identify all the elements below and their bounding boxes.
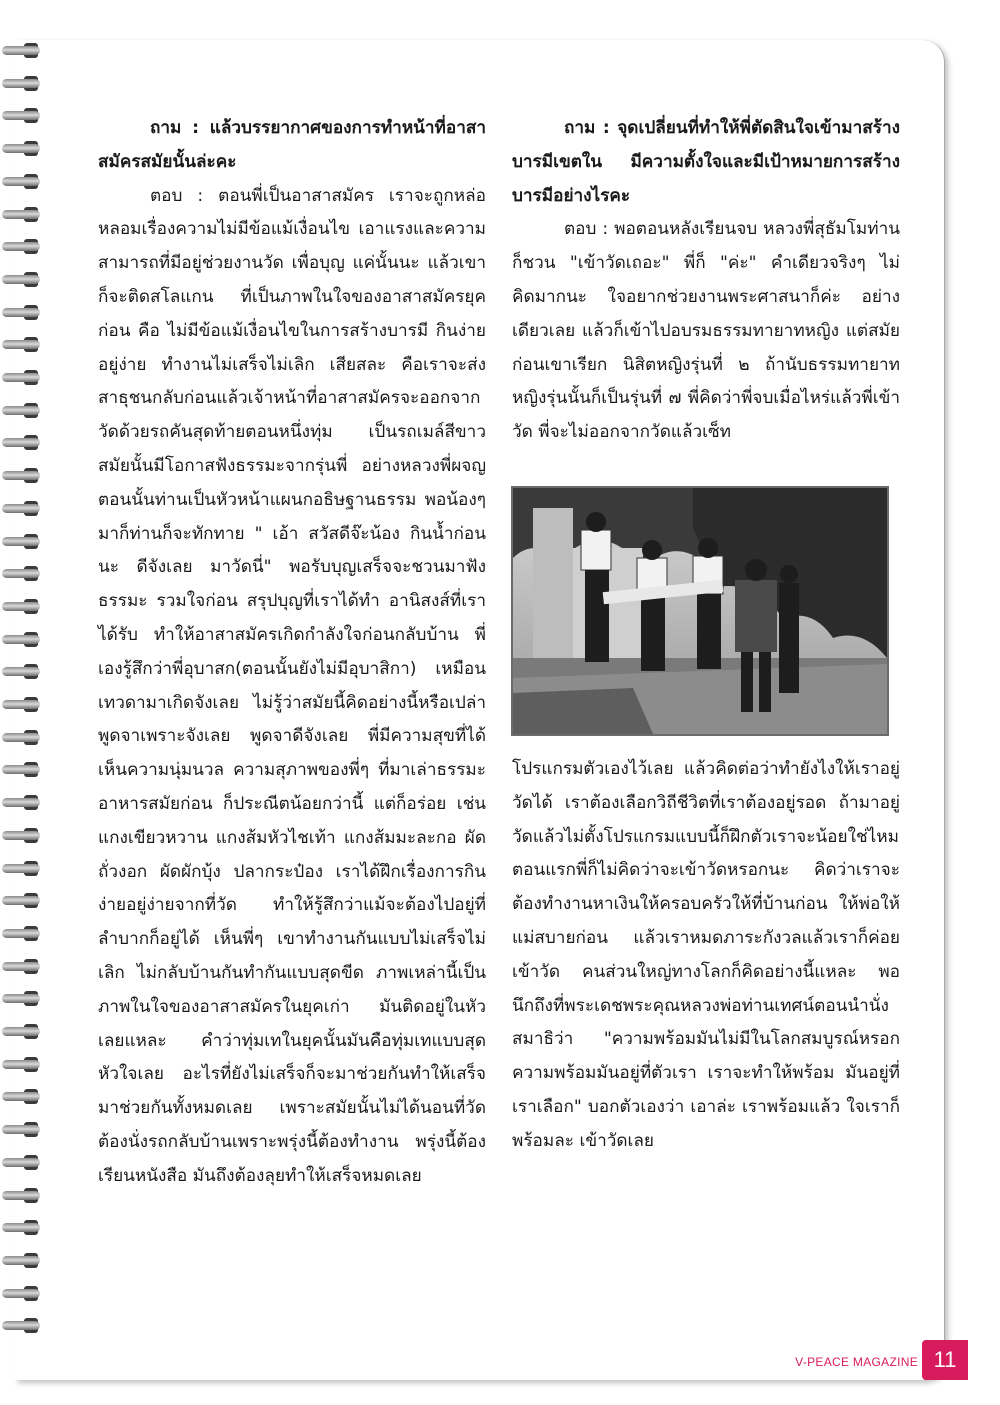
binding-ring <box>2 105 42 127</box>
binding-ring <box>2 432 42 454</box>
right-column-continued <box>512 753 900 1159</box>
binding-ring <box>2 400 42 422</box>
group-photo-image <box>513 488 887 734</box>
binding-ring <box>2 694 42 716</box>
page-number: 11 <box>922 1340 968 1380</box>
binding-ring <box>2 759 42 781</box>
binding-ring <box>2 531 42 553</box>
binding-ring <box>2 858 42 880</box>
binding-ring <box>2 1185 42 1207</box>
binding-ring <box>2 825 42 847</box>
binding-ring <box>2 956 42 978</box>
binding-ring <box>2 73 42 95</box>
right-answer-bottom: โปรแกรมตัวเองไว้เลย แล้วคิดต่อว่าทำยังไงให้เราอยู่วัดได้ เราต้องเลือกวิถีชีวิตที่เราต้องอยู่รอด ถ้ามาอยู่วัดแล้วไม่ตั้งโปรแกรมแบบนี้ก็ฝึกตัวเราจะน้อยใช่ไหม ตอนแรกพี่ก็ไม่คิดว่าจะเข้าวัดหรอกนะ คิดว่าเราจะต้องทำงานหาเงินให้ครอบครัวให้ที่บ้านก่อน ให้พ่อให้แม่สบายก่อน แล้วเราหมดภาระกังวลแล้วเราก็ค่อยเข้าวัด คนส่วนใหญ่ทางโลกก็คิดอย่างนี้แหละ พอนึกถึงที่พระเดชพระคุณหลวงพ่อท่านเทศน์ตอนนำนั่งสมาธิว่า "ความพร้อมมันไม่มีในโลกสมบูรณ์หรอก ความพร้อมมันอยู่ที่ตัวเรา เราจะทำให้พร้อม มันอยู่ที่เราเลือก" บอกตัวเองว่า เอาล่ะ เราพร้อมแล้ว ใจเราก็พร้อมละ เข้าวัดเลย <box>512 759 900 1151</box>
binding-ring <box>2 1283 42 1305</box>
binding-ring <box>2 269 42 291</box>
spiral-binding <box>0 40 48 1360</box>
binding-ring <box>2 1119 42 1141</box>
binding-ring <box>2 204 42 226</box>
group-photo <box>511 486 889 736</box>
binding-ring <box>2 792 42 814</box>
binding-ring <box>2 138 42 160</box>
binding-ring <box>2 661 42 683</box>
binding-ring <box>2 988 42 1010</box>
binding-ring <box>2 498 42 520</box>
binding-ring <box>2 236 42 258</box>
binding-ring <box>2 465 42 487</box>
binding-ring <box>2 1021 42 1043</box>
binding-ring <box>2 563 42 585</box>
right-answer-top: ตอบ : พอตอนหลังเรียนจบ หลวงพี่สุธัมโมท่านก็ชวน "เข้าวัดเถอะ" พี่ก็ "ค่ะ" คำเดียวจริงๆ ไม่คิดมากนะ ใจอยากช่วยงานพระศาสนาก็ค่ะ อย่างเดียวเลย แล้วก็เข้าไปอบรมธรรมทายาทหญิง แต่สมัยก่อนเขาเรียก นิสิตหญิงรุ่นที่ ๒ ถ้านับธรรมทายาทหญิงรุ่นนั้นก็เป็นรุ่นที่ ๗ พี่คิดว่าพี่จบเมื่อไหร่แล้วพี่เข้าวัด พี่จะไม่ออกจากวัดแล้วเซ็ท <box>512 219 900 443</box>
magazine-name: V-PEACE MAGAZINE <box>795 1355 918 1369</box>
binding-ring <box>2 367 42 389</box>
left-column <box>98 112 486 1194</box>
binding-ring <box>2 1250 42 1272</box>
binding-ring <box>2 629 42 651</box>
binding-ring <box>2 302 42 324</box>
binding-ring <box>2 171 42 193</box>
binding-ring <box>2 727 42 749</box>
binding-ring <box>2 1054 42 1076</box>
left-question: ถาม : แล้วบรรยากาศของการทำหน้าที่อาสาสมัครสมัยนั้นล่ะคะ <box>98 118 486 172</box>
right-column <box>512 112 900 450</box>
binding-ring <box>2 596 42 618</box>
right-question: ถาม : จุดเปลี่ยนที่ทำให้พี่ตัดสินใจเข้ามาสร้างบารมีเขตใน มีความตั้งใจและมีเป้าหมายการสร้างบารมีอย่างไรคะ <box>512 118 900 206</box>
binding-ring <box>2 40 42 62</box>
binding-ring <box>2 1315 42 1337</box>
binding-ring <box>2 923 42 945</box>
binding-ring <box>2 890 42 912</box>
binding-ring <box>2 1217 42 1239</box>
binding-ring <box>2 1086 42 1108</box>
binding-ring <box>2 1152 42 1174</box>
binding-ring <box>2 334 42 356</box>
left-answer: ตอบ : ตอนพี่เป็นอาสาสมัคร เราจะถูกหล่อหลอมเรื่องความไม่มีข้อแม้เงื่อนไข เอาแรงและความสามารถที่มีอยู่ช่วยงานวัด เพื่อบุญ แค่นั้นนะ แล้วเขาก็จะติดสโลแกน ที่เป็นภาพในใจของอาสาสมัครยุคก่อน คือ ไม่มีข้อแม้เงื่อนไขในการสร้างบารมี กินง่ายอยู่ง่าย ทำงานไม่เสร็จไม่เลิก เสียสละ คือเราจะส่งสาธุชนกลับก่อนแล้วเจ้าหน้าที่อาสาสมัครจะออกจากวัดด้วยรถคันสุดท้ายตอนหนึ่งทุ่ม เป็นรถเมล์สีขาว สมัยนั้นมีโอกาสฟังธรรมะจากรุ่นพี่ อย่างหลวงพี่ผจญ ตอนนั้นท่านเป็นหัวหน้าแผนกอธิษฐานธรรม พอน้องๆ มาก็ท่านก็จะทักทาย " เอ้า สวัสดีจ๊ะน้อง กินน้ำก่อนนะ ดีจังเลย มาวัดนี่" พอรับบุญเสร็จจะชวนมาฟังธรรมะ รวมใจก่อน สรุปบุญที่เราได้ทำ อานิสงส์ที่เราได้รับ ทำให้อาสาสมัครเกิดกำลังใจก่อนกลับบ้าน พี่เองรู้สึกว่าพี่อุบาสก(ตอนนั้นยังไม่มีอุบาสิกา) เหมือนเทวดามาเกิดจังเลย ไม่รู้ว่าสมัยนี้คิดอย่างนี้หรือเปล่า พูดจาเพราะจังเลย พูดจาดีจังเลย พี่มีความสุขที่ได้เห็นความนุ่มนวล ความสุภาพของพี่ๆ ที่มาเล่าธรรมะ อาหารสมัยก่อน ก็ประณีตน้อยกว่านี้ แต่ก็อร่อย เช่น แกงเขียวหวาน แกงส้มหัวไชเท้า แกงส้มมะละกอ ผัดถั่วงอก ผัดผักบุ้ง ปลากระป๋อง เราได้ฝึกเรื่องการกินง่ายอยู่ง่ายจากที่วัด ทำให้รู้สึกว่าแม้จะต้องไปอยู่ที่ลำบากก็อยู่ได้ เห็นพี่ๆ เขาทำงานกันแบบไม่เสร็จไม่เลิก ไม่กลับบ้านกันทำกันแบบสุดขีด ภาพเหล่านี้เป็นภาพในใจของอาสาสมัครในยุคเก่า มันติดอยู่ในหัวเลยแหละ คำว่าทุ่มเทในยุคนั้นมันคือทุ่มเทแบบสุดหัวใจเลย อะไรที่ยังไม่เสร็จก็จะมาช่วยกันทำให้เสร็จ มาช่วยกันทั้งหมดเลย เพราะสมัยนั้นไม่ได้นอนที่วัด ต้องนั่งรถกลับบ้านเพราะพรุ่งนี้ต้องทำงาน พรุ่งนี้ต้องเรียนหนังสือ มันถึงต้องลุยทำให้เสร็จหมดเลย <box>98 185 486 1186</box>
